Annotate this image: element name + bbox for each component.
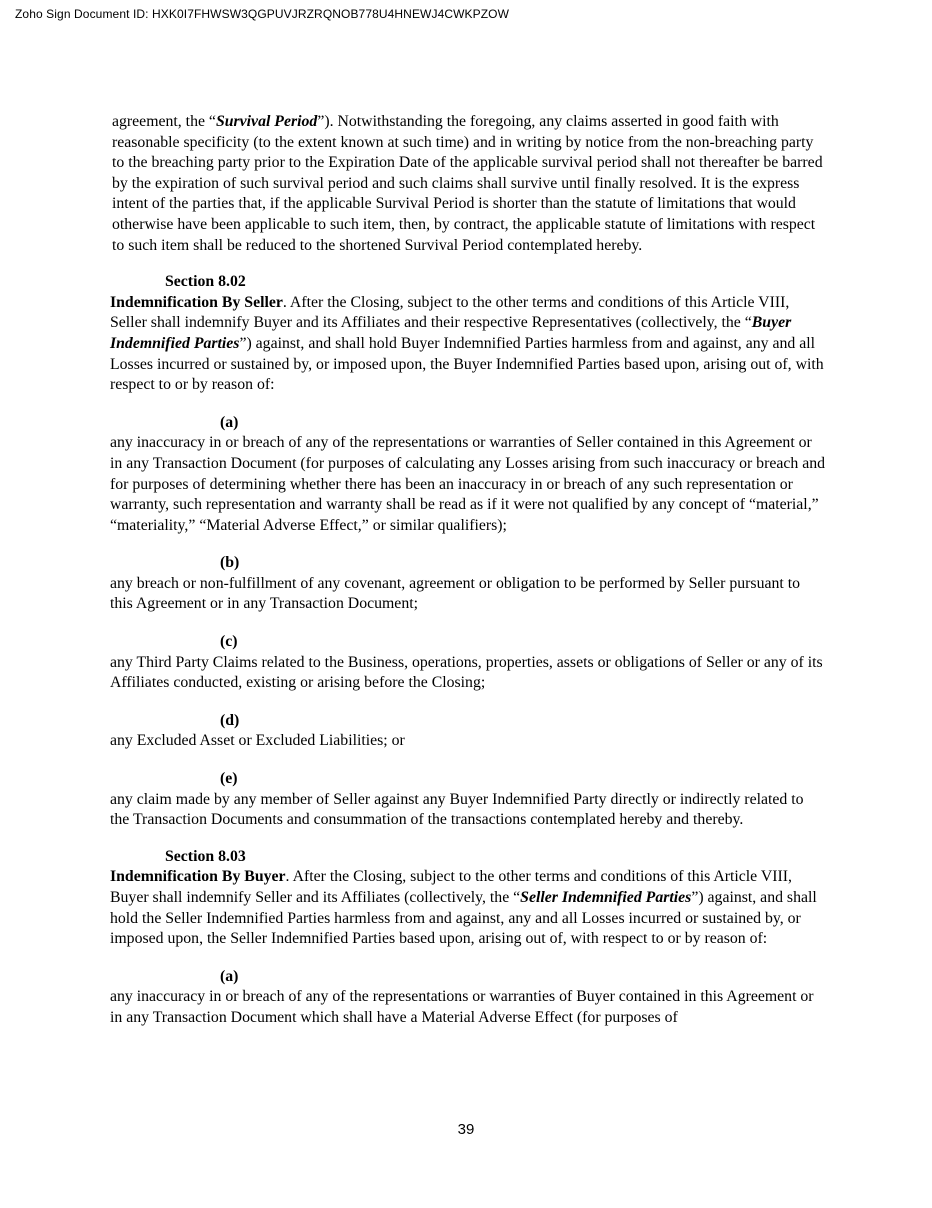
document-id: Zoho Sign Document ID: HXK0I7FHWSW3QGPUVJRZRQNOB778U4HNEWJ4CWKPZOW	[15, 7, 510, 21]
survival-period-paragraph	[110, 112, 826, 256]
section-title: Indemnification By Buyer	[110, 868, 286, 886]
defined-term: Buyer Indemnified Parties	[110, 314, 792, 352]
item-text: any inaccuracy in or breach of any of the representations or warranties of Buyer contained in this Agreement or in any Transaction Document which shall have a Material Adverse Effect (for purposes of	[110, 988, 814, 1026]
section-paragraph	[110, 867, 826, 949]
item-text: any Excluded Asset or Excluded Liabilities; or	[110, 732, 405, 750]
item-label: (d)	[220, 711, 240, 729]
item-text: any claim made by any member of Seller against any Buyer Indemnified Party directly or indirectly related to the Transaction Documents and consummation of the transactions contemplated hereby and thereby.	[110, 790, 804, 829]
section-title: Indemnification By Seller	[110, 293, 283, 311]
item-text: any breach or non-fulfillment of any covenant, agreement or obligation to be performed by Seller pursuant to this Agreement or in any Transaction Document;	[110, 574, 801, 613]
item-text: any inaccuracy in or breach of any of the representations or warranties of Seller contained in this Agreement or in any Transaction Document (for purposes of calculating any Losses arising from such inaccuracy or breach and for purposes of determining whether there has been an inaccuracy in or breach of any such representation or warranty, such representation and warranty shall be read as if it were not qualified by any concept of “material,” “materiality,” “Material Adverse Effect,” or similar qualifiers);	[110, 434, 826, 534]
text-run: agreement, the “	[112, 113, 216, 130]
section-paragraph	[110, 293, 826, 396]
item-label: (b)	[220, 554, 240, 572]
item-text: any Third Party Claims related to the Business, operations, properties, assets or obligations of Seller or any of its Affiliates conducted, existing or arising before the Closing;	[110, 653, 823, 692]
page-number: 39	[457, 1121, 475, 1138]
item-label: (c)	[220, 633, 238, 651]
item-label: (e)	[220, 770, 238, 788]
item-label: (a)	[220, 413, 239, 431]
text-run: . After the Closing, subject to the other terms and conditions of this Article VIII, Buyer shall indemnify Seller and its Affiliates (collectively, the “	[110, 868, 792, 906]
defined-term: Seller Indemnified Parties	[520, 889, 692, 906]
section-heading: Section 8.02	[165, 273, 246, 291]
document-body	[110, 112, 826, 1029]
section-heading: Section 8.03	[165, 847, 246, 865]
item-label: (a)	[220, 967, 239, 985]
text-run: ”) against, and shall hold Buyer Indemnified Parties harmless from and against, any and all Losses incurred or sustained by, or imposed upon, the Buyer Indemnified Parties based upon, arising out of, with respect to or by reason of:	[110, 334, 824, 394]
text-run: ”). Notwithstanding the foregoing, any claims asserted in good faith with reasonable specificity (to the extent known at such time) and in writing by notice from the non-breaching party to the breaching party prior to the Expiration Date of the applicable survival period shall not thereafter be barred by the expiration of such survival period and such claims shall survive until finally resolved. It is the express intent of the parties that, if the applicable Survival Period is shorter than the statute of limitations that would otherwise have been applicable to such item, then, by contract, the applicable statute of limitations with respect to such item shall be reduced to the shortened Survival Period contemplated hereby.	[112, 113, 823, 254]
defined-term: Survival Period	[215, 113, 318, 130]
text-run: ”) against, and shall hold the Seller Indemnified Parties harmless from and against, any and all Losses incurred or sustained by, or imposed upon, the Seller Indemnified Parties based upon, arising out of, with respect to or by reason of:	[110, 889, 817, 948]
text-run: . After the Closing, subject to the other terms and conditions of this Article VIII, Seller shall indemnify Buyer and its Affiliates and their respective Representatives (collectively, the “	[110, 293, 790, 332]
